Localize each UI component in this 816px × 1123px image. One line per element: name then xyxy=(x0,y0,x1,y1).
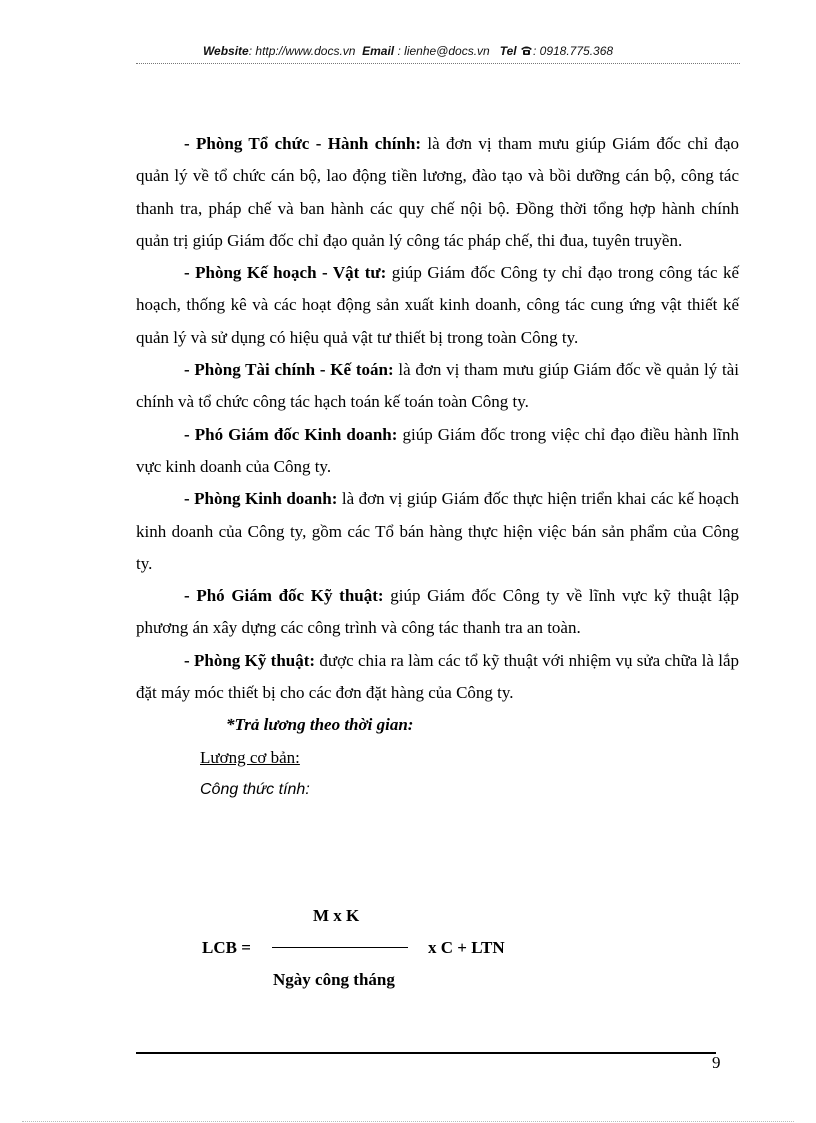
paragraph-heading: - Phòng Kinh doanh: xyxy=(184,489,338,509)
fraction-bar xyxy=(272,947,408,948)
paragraph-text: là đơn vị tham mưu giúp Giám đốc chỉ đạo quản lý về tổ chức cán bộ, lao động tiền lương, đào tạo và bồi dưỡng cán bộ, công tác thanh tra, pháp chế và ban hành các quy chế nội bộ. Đồng thời tổng hợp hành chính quản trị giúp Giám đốc chỉ đạo quản lý công tác pháp chế, thi đua, tuyên truyền. xyxy=(136,134,739,250)
formula-label: Công thức tính: xyxy=(200,780,310,798)
paragraph-text: giúp Giám đốc Công ty chỉ đạo trong công tác kế hoạch, thống kê và các hoạt động sản xuất kinh doanh, công tác cung ứng vật thiết kế quản lý và sử dụng có hiệu quả vật tư thiết bị trong toàn Công ty. xyxy=(136,263,739,347)
email-label: Email xyxy=(362,44,395,58)
paragraph-heading: - Phòng Tổ chức - Hành chính: xyxy=(184,134,422,153)
page-header xyxy=(0,44,816,58)
paragraph xyxy=(136,257,739,354)
paragraph-heading: - Phòng Tài chính - Kế toán: xyxy=(184,360,394,380)
paragraph xyxy=(136,483,739,580)
formula-numerator: M x K xyxy=(313,906,360,925)
page-number: 9 xyxy=(712,1053,721,1072)
page-bottom-border xyxy=(22,1121,794,1122)
section-heading: *Trả lương theo thời gian: xyxy=(226,715,414,735)
formula-denominator: Ngày công tháng xyxy=(273,970,395,989)
section-subheading: Lương cơ bản: xyxy=(200,747,300,767)
paragraph-text: giúp Giám đốc trong việc chỉ đạo điều hành lĩnh vực kinh doanh của Công ty. xyxy=(136,424,739,476)
email-value: : lienhe@docs.vn xyxy=(397,44,490,58)
header-divider xyxy=(136,63,740,64)
website-value: : http://www.docs.vn xyxy=(248,44,356,58)
formula-rhs: x C + LTN xyxy=(428,938,505,957)
paragraph-text: được chia ra làm các tổ kỹ thuật với nhiệm vụ sửa chữa là lắp đặt máy móc thiết bị cho các đơn đặt hàng của Công ty. xyxy=(136,650,739,703)
paragraph-heading: - Phó Giám đốc Kỹ thuật: xyxy=(184,586,384,606)
paragraph-text: là đơn vị giúp Giám đốc thực hiện triển khai các kế hoạch kinh doanh của Công ty, gồm các Tổ bán hàng thực hiện việc bán sản phẩm của Công ty. xyxy=(136,489,739,573)
website-label: Website xyxy=(202,44,249,58)
tel-value: : 0918.775.368 xyxy=(532,44,614,58)
document-body xyxy=(136,128,739,806)
paragraph xyxy=(136,128,739,257)
tel-label: Tel xyxy=(499,44,517,58)
paragraph-text: là đơn vị tham mưu giúp Giám đốc về quản lý tài chính và tổ chức công tác hạch toán kế toán toàn Công ty. xyxy=(136,360,739,412)
paragraph-heading: - Phó Giám đốc Kinh doanh: xyxy=(184,424,398,444)
paragraph xyxy=(136,354,739,419)
paragraph xyxy=(136,580,739,645)
paragraph-heading: - Phòng Kế hoạch - Vật tư: xyxy=(184,263,387,283)
paragraph-heading: - Phòng Kỹ thuật: xyxy=(184,650,316,670)
paragraph-text: giúp Giám đốc Công ty về lĩnh vực kỹ thuật lập phương án xây dựng các công trình và công tác thanh tra an toàn. xyxy=(136,586,739,638)
paragraph xyxy=(136,645,739,710)
phone-icon xyxy=(520,44,533,58)
footer-divider xyxy=(136,1052,716,1054)
formula-lhs: LCB = xyxy=(202,938,251,957)
paragraph xyxy=(136,419,739,484)
